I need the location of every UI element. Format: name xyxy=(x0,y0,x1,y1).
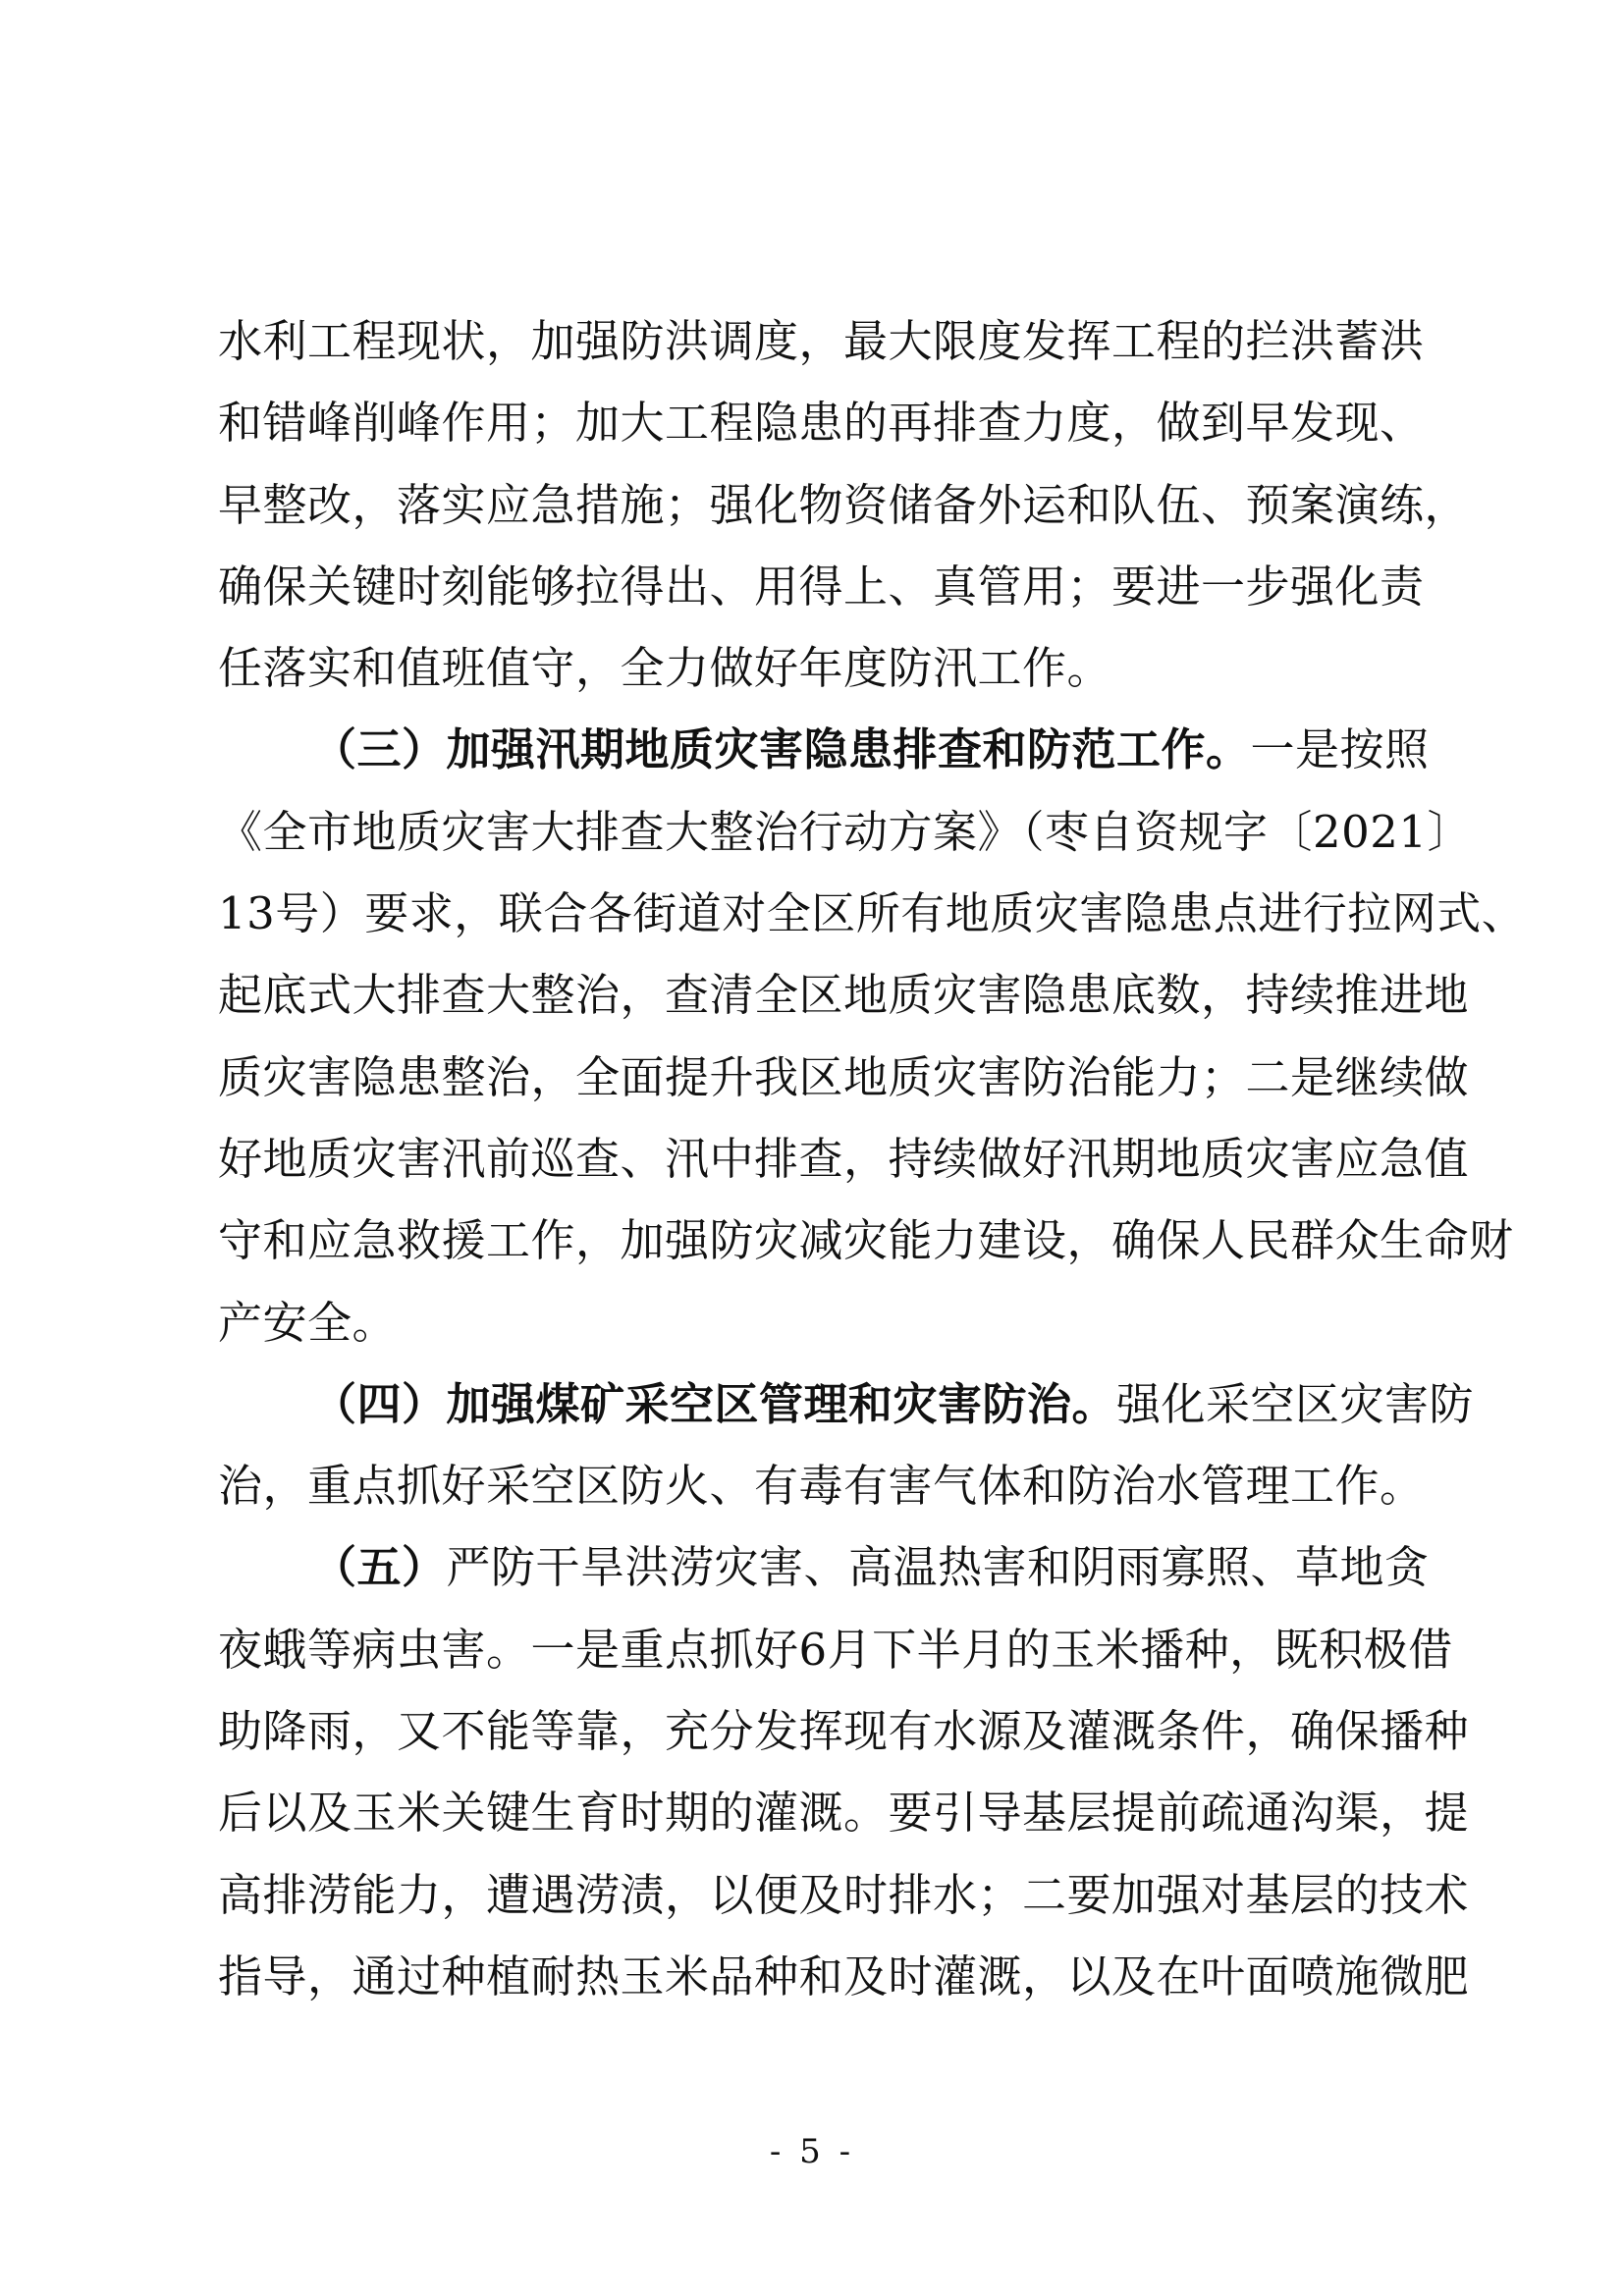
text-line: 好地质灾害汛前巡查、汛中排查，持续做好汛期地质灾害应急值 xyxy=(218,1132,1470,1185)
section-heading-5: （五） xyxy=(312,1541,447,1594)
section-heading-line-5: （五）严防干旱洪涝灾害、高温热害和阴雨寡照、草地贪 xyxy=(312,1541,1430,1594)
body-text xyxy=(218,300,1527,2017)
text-line: 《全市地质灾害大排查大整治行动方案》（枣自资规字〔2021〕 xyxy=(218,805,1473,858)
text-line: 起底式大排查大整治，查清全区地质灾害隐患底数，持续推进地 xyxy=(218,969,1470,1022)
section-heading-4: （四）加强煤矿采空区管理和灾害防治。 xyxy=(312,1377,1117,1430)
text-line: 高排涝能力，遭遇涝渍，以便及时排水；二要加强对基层的技术 xyxy=(218,1868,1470,1921)
section-heading-line-3: （三）加强汛期地质灾害隐患排查和防范工作。一是按照 xyxy=(312,723,1430,776)
text-line: 确保关键时刻能够拉得出、用得上、真管用；要进一步强化责 xyxy=(218,560,1425,613)
section-heading-line-4: （四）加强煤矿采空区管理和灾害防治。强化采空区灾害防 xyxy=(312,1377,1475,1430)
text-line: 水利工程现状，加强防洪调度，最大限度发挥工程的拦洪蓄洪 xyxy=(218,315,1425,367)
text-line: 守和应急救援工作，加强防灾减灾能力建设，确保人民群众生命财 xyxy=(218,1214,1514,1267)
text-line: 产安全。 xyxy=(218,1296,398,1349)
text-line: 质灾害隐患整治，全面提升我区地质灾害防治能力；二是继续做 xyxy=(218,1050,1470,1103)
text-line: 13号）要求，联合各街道对全区所有地质灾害隐患点进行拉网式、 xyxy=(218,887,1527,940)
text-line: 夜蛾等病虫害。一是重点抓好6月下半月的玉米播种，既积极借 xyxy=(218,1623,1453,1676)
text-line: 指导，通过种植耐热玉米品种和及时灌溉，以及在叶面喷施微肥 xyxy=(218,1949,1470,2002)
text-line: 和错峰削峰作用；加大工程隐患的再排查力度，做到早发现、 xyxy=(218,397,1425,450)
text-line: 治，重点抓好采空区防火、有毒有害气体和防治水管理工作。 xyxy=(218,1460,1425,1513)
section-heading-3: （三）加强汛期地质灾害隐患排查和防范工作。 xyxy=(312,723,1251,776)
text-line: 后以及玉米关键生育时期的灌溉。要引导基层提前疏通沟渠，提 xyxy=(218,1787,1470,1840)
text-line: 任落实和值班值守，全力做好年度防汛工作。 xyxy=(218,642,1112,695)
text-line: 助降雨，又不能等靠，充分发挥现有水源及灌溉条件，确保播种 xyxy=(218,1705,1470,1758)
page-number: - 5 - xyxy=(769,2132,855,2171)
text-line: 早整改，落实应急措施；强化物资储备外运和队伍、预案演练， xyxy=(218,478,1470,531)
